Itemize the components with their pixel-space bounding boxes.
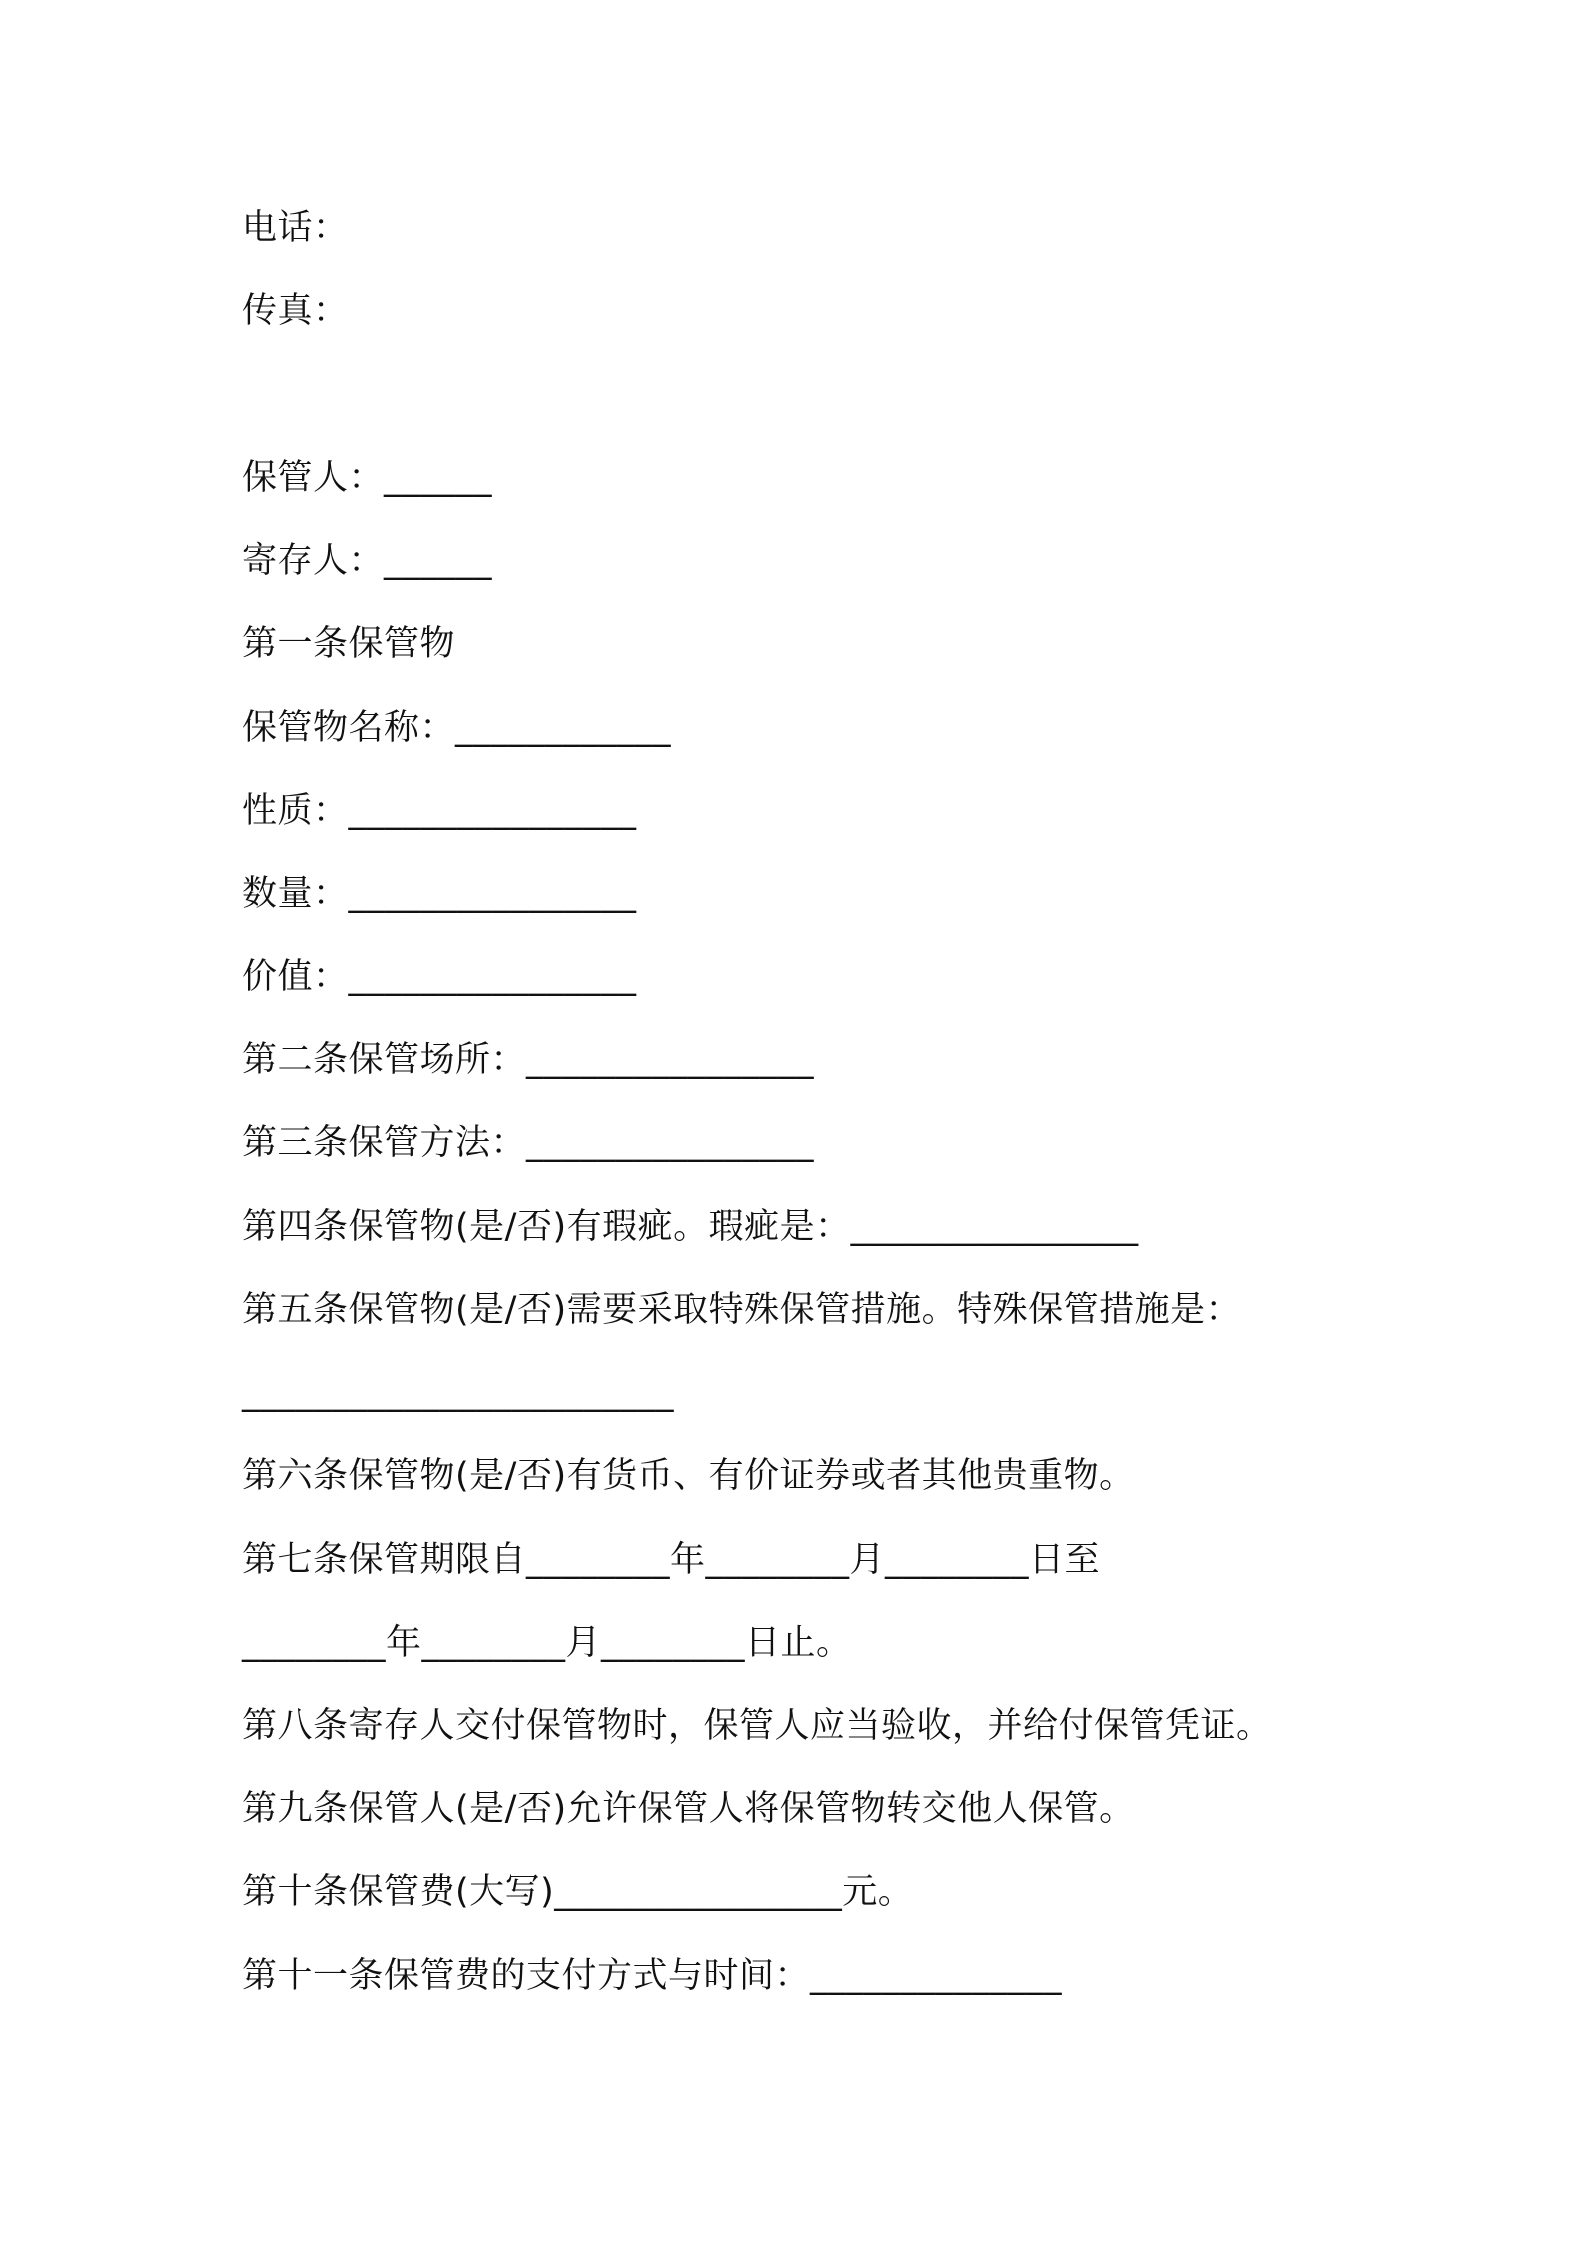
article-9-line: 第九条保管人(是/否)允许保管人将保管物转交他人保管。	[242, 1789, 1135, 1829]
article-11-line: 第十一条保管费的支付方式与时间：______________	[242, 1956, 1063, 1996]
item-name-line: 保管物名称：____________	[242, 708, 672, 748]
value-line: 价值：________________	[242, 957, 637, 997]
phone-line: 电话：	[242, 208, 349, 248]
article-7-continuation: ________年________月________日止。	[242, 1623, 852, 1663]
depositor-line: 寄存人：______	[242, 541, 493, 581]
article-5-blank-line: ________________________	[242, 1373, 674, 1413]
article-7-line: 第七条保管期限自________年________月________日至	[242, 1540, 1101, 1580]
article-8-line: 第八条寄存人交付保管物时，保管人应当验收，并给付保管凭证。	[242, 1706, 1272, 1746]
custodian-line: 保管人：______	[242, 458, 493, 498]
article-10-line: 第十条保管费(大写)________________元。	[242, 1872, 914, 1912]
quantity-line: 数量：________________	[242, 874, 637, 914]
fax-line: 传真：	[242, 291, 349, 331]
article-6-line: 第六条保管物(是/否)有货币、有价证券或者其他贵重物。	[242, 1456, 1135, 1496]
article-3-line: 第三条保管方法：________________	[242, 1123, 815, 1163]
article-5-line: 第五条保管物(是/否)需要采取特殊保管措施。特殊保管措施是：	[242, 1290, 1242, 1330]
article-4-line: 第四条保管物(是/否)有瑕疵。瑕疵是：________________	[242, 1207, 1139, 1247]
nature-line: 性质：________________	[242, 791, 637, 831]
article-2-line: 第二条保管场所：________________	[242, 1040, 815, 1080]
article-1-heading: 第一条保管物	[242, 624, 456, 664]
